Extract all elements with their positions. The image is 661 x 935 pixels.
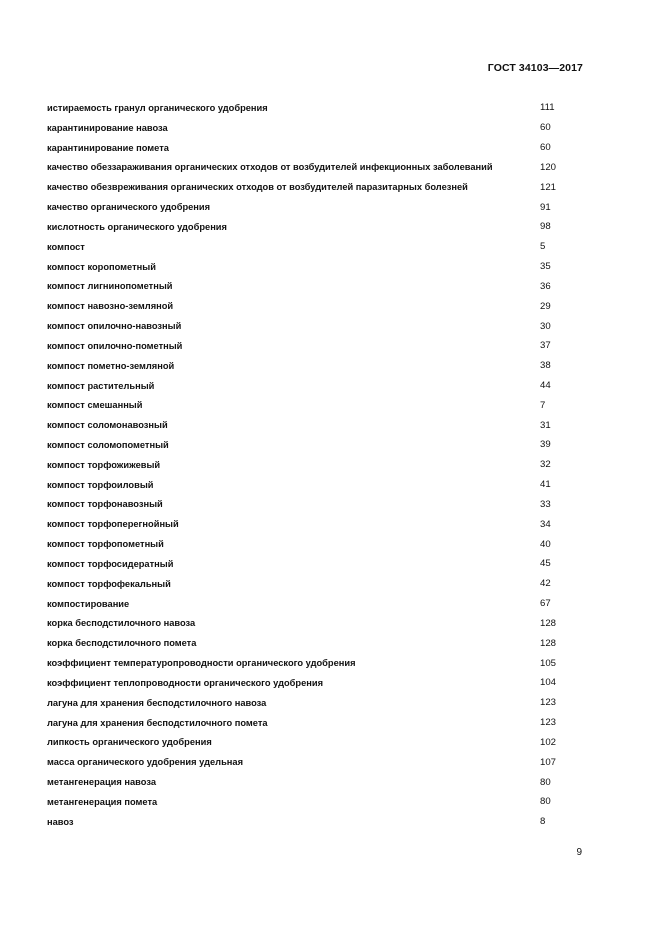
index-term-number: 42 xyxy=(540,578,551,590)
index-entry xyxy=(47,653,587,673)
index-term-number: 105 xyxy=(540,657,557,669)
index-term-number: 98 xyxy=(540,221,551,233)
index-entry xyxy=(47,713,587,733)
index-term: коэффициент температуропроводности органического удобрения xyxy=(47,658,356,669)
index-entry xyxy=(47,197,587,217)
index-term-number: 128 xyxy=(540,617,557,629)
index-term-number: 60 xyxy=(540,142,551,154)
index-term: лагуна для хранения бесподстилочного помета xyxy=(47,717,268,728)
index-term: компост торфоиловый xyxy=(47,479,154,490)
index-entry xyxy=(47,296,587,316)
index-term-number: 128 xyxy=(540,637,557,649)
index-term-number: 5 xyxy=(540,241,546,253)
index-term: навоз xyxy=(47,816,74,827)
index-term-number: 37 xyxy=(540,340,551,352)
index-entry xyxy=(47,376,587,396)
index-term: качество обезвреживания органических отходов от возбудителей паразитарных болезней xyxy=(47,182,468,193)
index-term-number: 80 xyxy=(540,776,551,788)
index-term-number: 120 xyxy=(540,161,557,173)
index-term-number: 67 xyxy=(540,598,551,610)
index-entry xyxy=(47,356,587,376)
index-entry xyxy=(47,177,587,197)
index-entry xyxy=(47,673,587,693)
index-term: карантинирование помета xyxy=(47,142,169,153)
index-term-number: 107 xyxy=(540,756,557,768)
index-term: корка бесподстилочного помета xyxy=(47,638,197,649)
index-term-number: 35 xyxy=(540,261,551,273)
index-term-number: 8 xyxy=(540,816,546,828)
index-entry xyxy=(47,435,587,455)
index-term-number: 45 xyxy=(540,558,551,570)
index-term-number: 40 xyxy=(540,538,551,550)
index-entry xyxy=(47,574,587,594)
index-term-number: 111 xyxy=(540,102,555,114)
index-entry xyxy=(47,455,587,475)
index-term: корка бесподстилочного навоза xyxy=(47,618,196,629)
index-entry xyxy=(47,594,587,614)
index-term: компост торфопометный xyxy=(47,539,164,550)
index-term-number: 104 xyxy=(540,677,557,689)
index-entry xyxy=(47,415,587,435)
index-term: компост навозно-земляной xyxy=(47,301,174,312)
index-term-number: 102 xyxy=(540,736,557,748)
index-entry xyxy=(47,752,587,772)
index-term-number: 36 xyxy=(540,280,551,292)
index-term: компост торфоперегнойный xyxy=(47,519,179,530)
index-term: масса органического удобрения удельная xyxy=(47,757,243,768)
index-term-number: 91 xyxy=(540,201,551,213)
index-term: компост коропометный xyxy=(47,261,156,272)
index-term: компост растительный xyxy=(47,380,155,391)
index-entry xyxy=(47,257,587,277)
index-entry xyxy=(47,792,587,812)
index-entry xyxy=(47,495,587,515)
index-entry xyxy=(47,475,587,495)
index-term-number: 41 xyxy=(540,479,551,491)
document-header: ГОСТ 34103—2017 xyxy=(487,62,583,74)
index-term-number: 34 xyxy=(540,518,551,530)
term-index xyxy=(47,98,587,832)
index-term-number: 29 xyxy=(540,300,551,312)
index-term: липкость органического удобрения xyxy=(47,737,212,748)
index-term-number: 44 xyxy=(540,380,551,391)
index-term-number: 33 xyxy=(540,498,551,510)
index-term-number: 32 xyxy=(540,459,551,471)
index-entry xyxy=(47,614,587,634)
index-term-number: 80 xyxy=(540,796,551,808)
index-term: компост соломонавозный xyxy=(47,420,168,431)
index-entry xyxy=(47,693,587,713)
index-entry xyxy=(47,772,587,792)
index-term: компост торфонавозный xyxy=(47,499,163,510)
index-term-number: 38 xyxy=(540,360,551,372)
index-term: компост смешанный xyxy=(47,400,143,411)
index-term: кислотность органического удобрения xyxy=(47,221,227,232)
index-term: компост опилочно-пометный xyxy=(47,340,183,351)
index-entry xyxy=(47,118,587,138)
index-entry xyxy=(47,237,587,257)
index-term: качество обеззараживания органических отходов от возбудителей инфекционных заболеваний xyxy=(47,162,493,173)
index-term-number: 121 xyxy=(540,181,557,193)
index-term: компост xyxy=(47,241,85,252)
index-term: компост пометно-земляной xyxy=(47,360,175,371)
index-term-number: 123 xyxy=(540,717,557,729)
index-term: компост торфосидератный xyxy=(47,558,174,569)
index-term-number: 123 xyxy=(540,697,557,709)
index-term: метангенерация помета xyxy=(47,796,158,807)
index-entry xyxy=(47,733,587,753)
index-term-number: 39 xyxy=(540,439,551,451)
index-term: карантинирование навоза xyxy=(47,122,168,133)
index-entry xyxy=(47,395,587,415)
index-term: компост опилочно-навозный xyxy=(47,321,182,332)
index-term: истираемость гранул органического удобрения xyxy=(47,102,268,113)
index-term-number: 31 xyxy=(540,419,551,431)
index-term: качество органического удобрения xyxy=(47,202,211,213)
index-entry xyxy=(47,316,587,336)
index-entry xyxy=(47,633,587,653)
index-term: компост лигнинопометный xyxy=(47,281,173,292)
index-term: компостирование xyxy=(47,598,130,609)
page-number: 9 xyxy=(576,847,582,858)
index-term: коэффициент теплопроводности органического удобрения xyxy=(47,677,324,688)
index-term: компост торфофекальный xyxy=(47,578,171,589)
index-term: компост торфожижевый xyxy=(47,459,161,470)
index-entry xyxy=(47,98,587,118)
index-term-number: 7 xyxy=(540,399,546,411)
index-entry xyxy=(47,534,587,554)
index-entry xyxy=(47,138,587,158)
index-term: лагуна для хранения бесподстилочного навоза xyxy=(47,697,267,708)
index-entry xyxy=(47,514,587,534)
index-entry xyxy=(47,336,587,356)
index-entry xyxy=(47,276,587,296)
index-entry xyxy=(47,812,587,832)
index-term: метангенерация навоза xyxy=(47,777,156,788)
index-entry xyxy=(47,554,587,574)
index-entry xyxy=(47,157,587,177)
index-entry xyxy=(47,217,587,237)
index-term: компост соломопометный xyxy=(47,439,169,450)
index-term-number: 30 xyxy=(540,320,551,332)
index-term-number: 60 xyxy=(540,122,551,134)
